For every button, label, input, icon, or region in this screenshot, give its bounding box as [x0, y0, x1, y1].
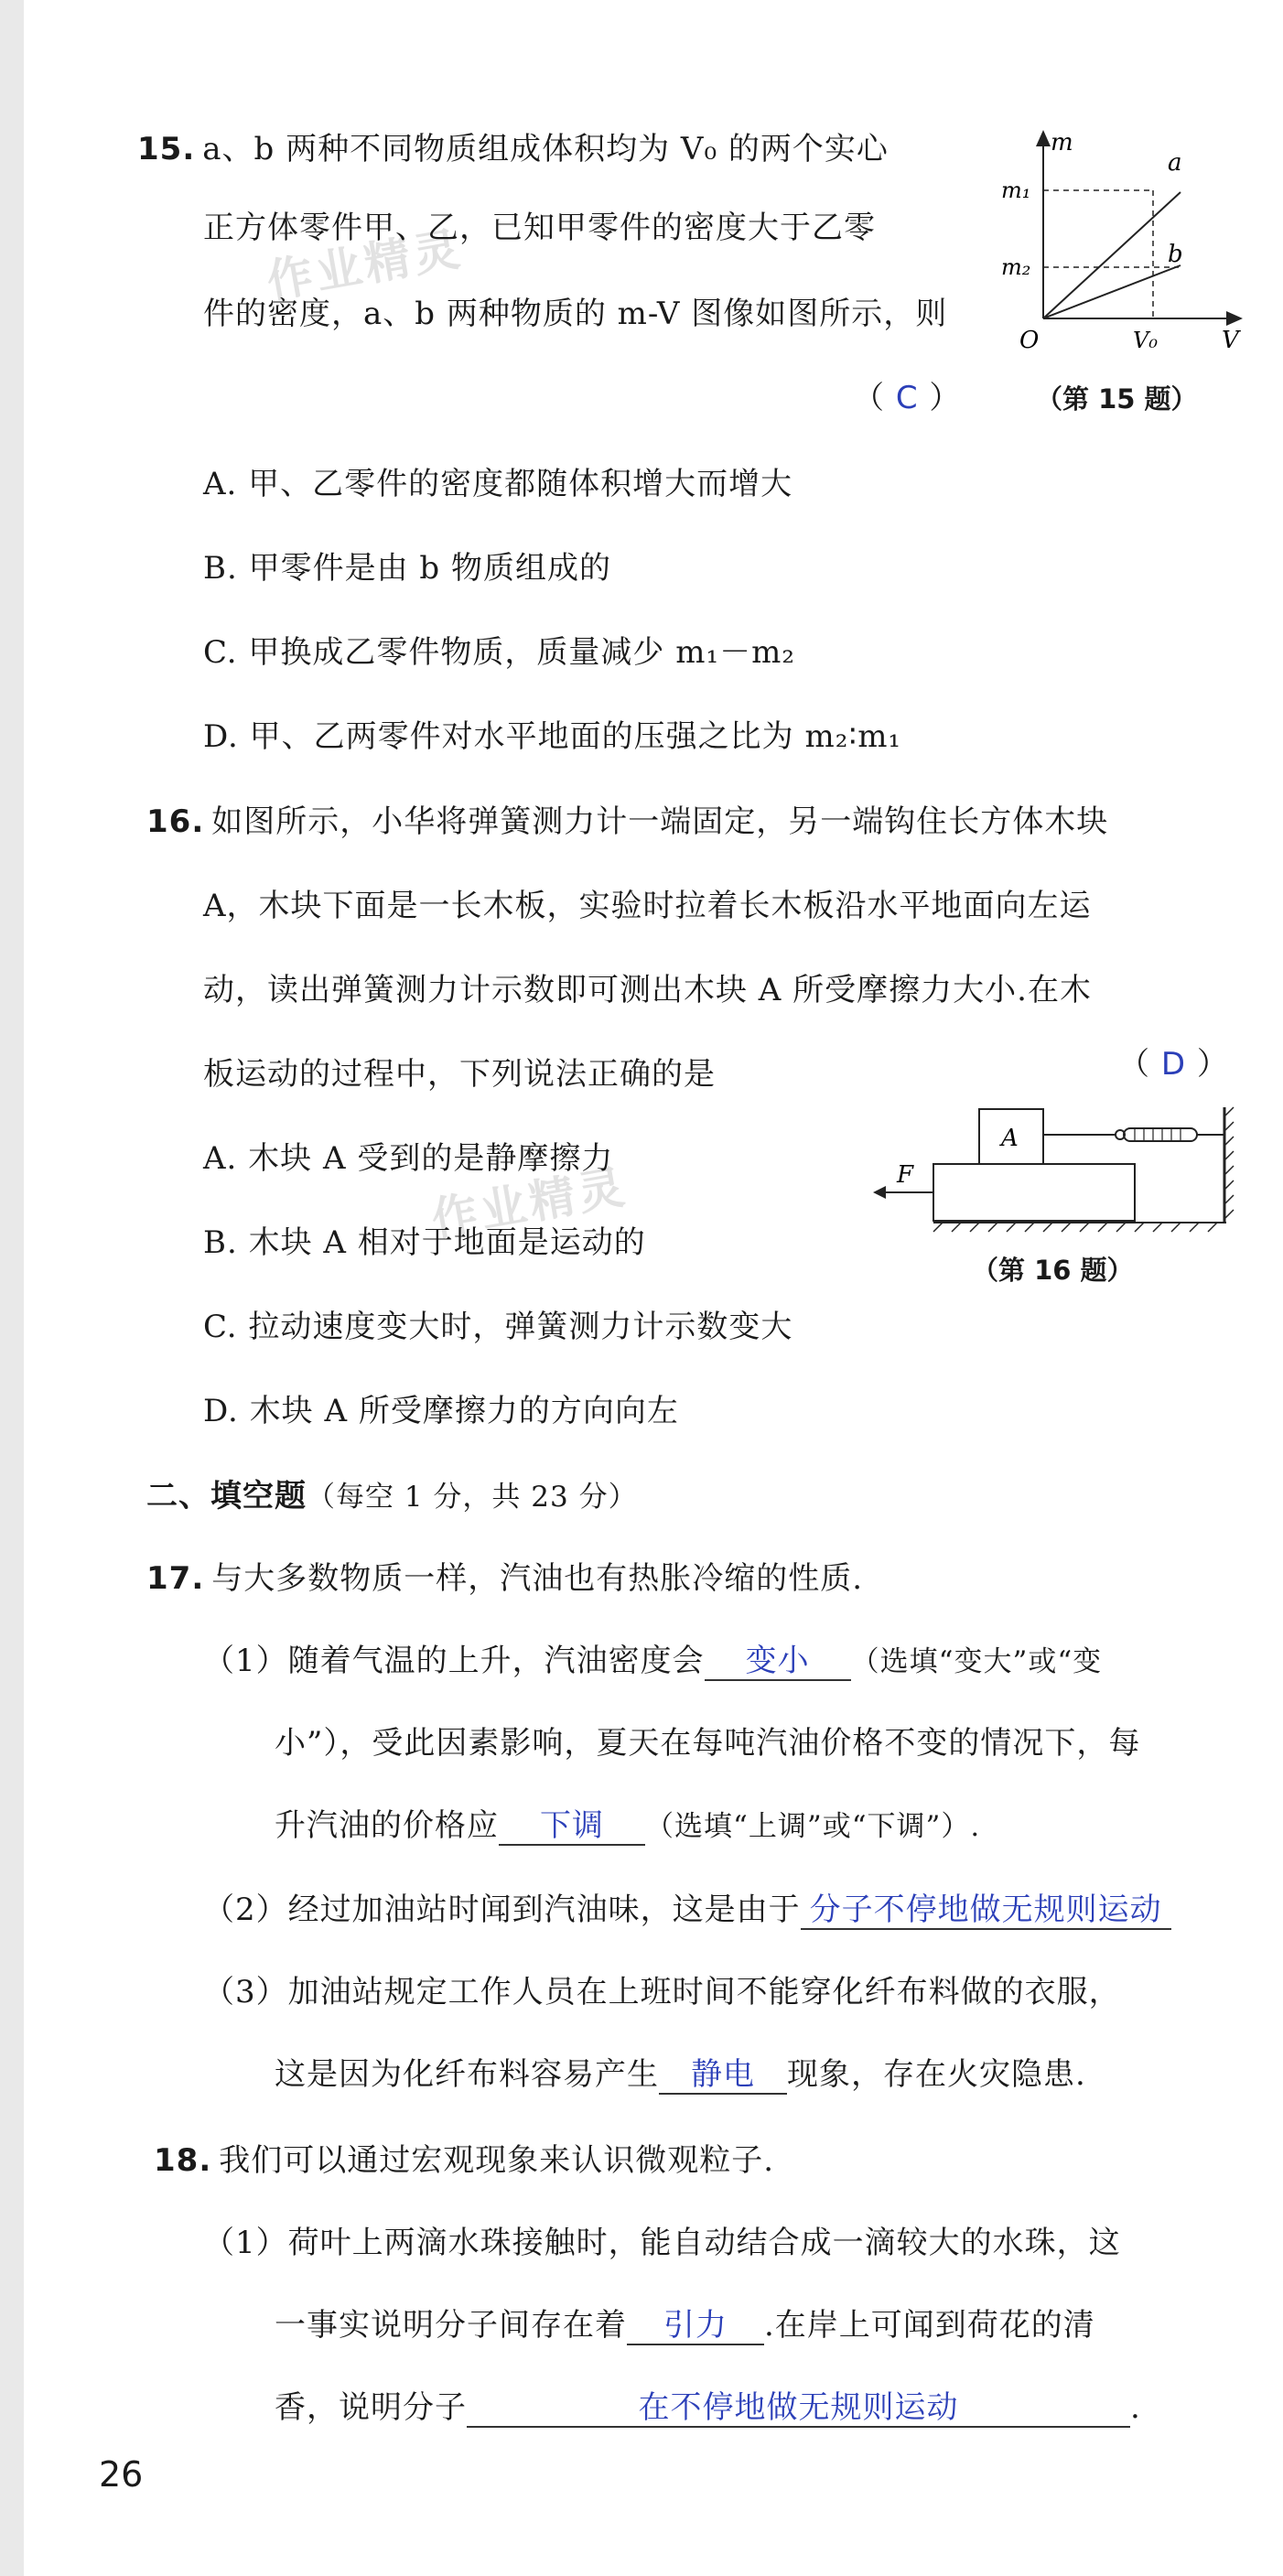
q18-blank-2: [467, 2389, 1130, 2428]
q17-part3-line1: （3）加油站规定工作人员在上班时间不能穿化纤布料做的衣服，: [203, 1974, 1121, 2010]
q15-answer-paren: （ C ）: [853, 380, 962, 416]
q15-a-label: a: [1168, 149, 1182, 177]
q16-text-1: 如图所示，小华将弹簧测力计一端固定，另一端钩住长方体木块: [211, 803, 1109, 840]
q18-answer-1: 引力: [663, 2307, 728, 2344]
page-number: 26: [99, 2454, 144, 2495]
q16-option-d: D. 木块 A 所受摩擦力的方向向左: [203, 1393, 679, 1429]
q17-stem-line: [146, 1557, 863, 1600]
q17-stem: 与大多数物质一样，汽油也有热胀冷缩的性质.: [211, 1560, 864, 1597]
scan-edge: [0, 0, 24, 2576]
q17-part2-line: （2）经过加油站时闻到汽油味，这是由于 分子不停地做无规则运动: [203, 1889, 1171, 1931]
q16-force-label: F: [897, 1161, 914, 1189]
q16-block-label: A: [1001, 1125, 1019, 1152]
q16-answer: D: [1160, 1046, 1186, 1083]
q15-origin: O: [1019, 327, 1040, 354]
q16-option-c: C. 拉动速度变大时，弹簧测力计示数变大: [203, 1309, 793, 1345]
q17-answer-1: 变小: [745, 1643, 810, 1679]
q15-line-a: [1043, 192, 1181, 318]
q17-answer-3: 分子不停地做无规则运动: [809, 1892, 1162, 1928]
q16-line-2: A，木块下面是一长木板，实验时拉着长木板沿水平地面向左运: [203, 888, 1092, 924]
q15-answer: C: [895, 380, 919, 416]
q15-m2-label: m₂: [1001, 254, 1031, 280]
q18-part1-line3: 香，说明分子 在不停地做无规则运动 .: [275, 2389, 1141, 2426]
q17-blank-1: [705, 1643, 851, 1681]
q17-blank-4: [659, 2056, 787, 2095]
q15-line-2: 正方体零件甲、乙，已知甲零件的密度大于乙零: [203, 210, 876, 246]
q16-board: [933, 1164, 1135, 1221]
q17-part1-line2: 小”），受此因素影响，夏天在每吨汽油价格不变的情况下，每: [275, 1725, 1141, 1762]
q15-option-c: C. 甲换成乙零件物质，质量减少 m₁－m₂: [203, 634, 795, 671]
q17-answer-2: 下调: [540, 1807, 604, 1844]
q16-option-b: B. 木块 A 相对于地面是运动的: [203, 1224, 646, 1261]
q15-option-b: B. 甲零件是由 b 物质组成的: [203, 550, 611, 587]
q15-option-a: A. 甲、乙零件的密度都随体积增大而增大: [203, 466, 793, 502]
q16-line-1: [146, 801, 1108, 843]
q18-stem-line: [154, 2139, 774, 2182]
q15-option-d: D. 甲、乙两零件对水平地面的压强之比为 m₂∶m₁: [203, 718, 902, 755]
q15-caption: （第 15 题）: [1036, 383, 1198, 415]
q16-line-3: 动，读出弹簧测力计示数即可测出木块 A 所受摩擦力大小.在木: [203, 972, 1092, 1008]
watermark-1: 作业精灵: [263, 221, 468, 309]
q18-number: 18.: [154, 2142, 212, 2179]
q18-answer-2: 在不停地做无规则运动: [638, 2389, 959, 2426]
q17-part1-line3: 升汽油的价格应 下调 （选填“上调”或“下调”）.: [275, 1807, 981, 1844]
q15-m1-label: m₁: [1001, 178, 1031, 203]
watermark-2: 作业精灵: [427, 1159, 632, 1247]
q15-line-1: [137, 128, 889, 170]
q15-number: 15.: [137, 131, 196, 167]
q15-mv-graph: [997, 128, 1245, 357]
q18-part1-line2: 一事实说明分子间存在着 引力 .在岸上可闻到荷花的清: [275, 2307, 1095, 2344]
q16-line-4: 板运动的过程中，下列说法正确的是: [203, 1056, 716, 1093]
q16-option-a: A. 木块 A 受到的是静摩擦力: [203, 1140, 614, 1177]
q18-blank-1: [627, 2307, 764, 2345]
q15-ylabel: m: [1051, 129, 1073, 156]
q17-blank-3: [801, 1892, 1171, 1930]
q16-caption: （第 16 题）: [972, 1255, 1134, 1286]
q15-b-label: b: [1168, 241, 1183, 268]
q15-v0-label: V₀: [1133, 328, 1158, 353]
q17-part3-line2: 这是因为化纤布料容易产生 静电 现象，存在火灾隐患.: [275, 2056, 1086, 2093]
q15-line-3: 件的密度，a、b 两种物质的 m-V 图像如图所示，则: [203, 296, 948, 332]
q17-number: 17.: [146, 1560, 205, 1597]
q18-stem: 我们可以通过宏观现象来认识微观粒子.: [219, 2142, 775, 2179]
q17-blank-2: [499, 1807, 645, 1846]
q16-friction-figure: [869, 1098, 1235, 1235]
q17-part1-line1: （1）随着气温的上升，汽油密度会 变小 （选填“变大”或“变: [203, 1643, 1103, 1679]
q17-answer-4: 静电: [691, 2056, 755, 2093]
q18-part1-line1: （1）荷叶上两滴水珠接触时，能自动结合成一滴较大的水珠，这: [203, 2225, 1121, 2261]
q15-text-1: a、b 两种不同物质组成体积均为 V₀ 的两个实心: [202, 131, 889, 167]
section-2-title: 二、填空题: [146, 1478, 307, 1514]
section-2-note: （每空 1 分，共 23 分）: [307, 1481, 638, 1514]
q16-number: 16.: [146, 803, 205, 840]
q16-answer-paren: （ D ）: [1118, 1046, 1229, 1083]
q15-xlabel: V: [1222, 327, 1239, 354]
q15-line-b: [1043, 265, 1181, 318]
section-2-heading: [146, 1475, 638, 1518]
